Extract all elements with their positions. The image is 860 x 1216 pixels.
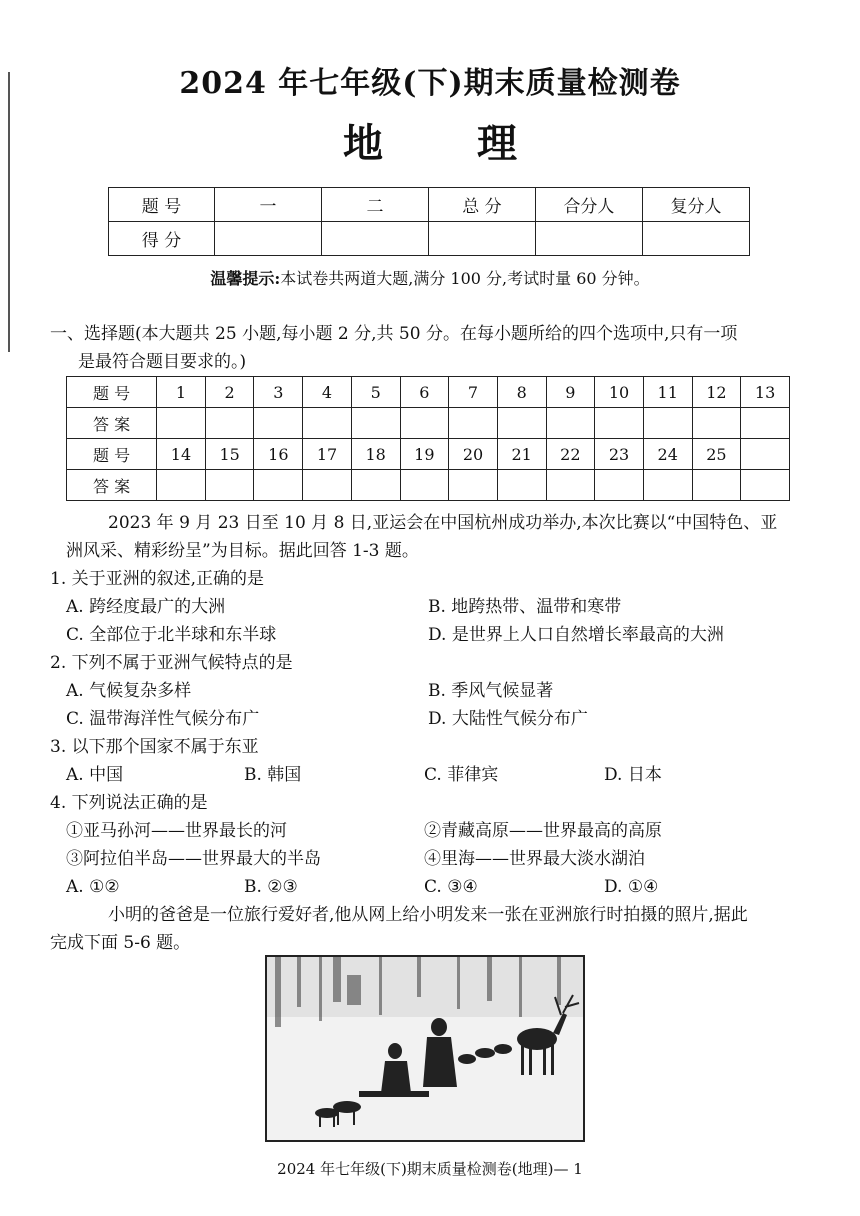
intro1-line1: 2023 年 9 月 23 日至 10 月 8 日,亚运会在中国杭州成功举办,本次比赛以“中国特色、亚: [108, 513, 778, 533]
exam-tip: [0, 266, 860, 289]
question-1-option-b[interactable]: B. 地跨热带、温带和寒带: [428, 597, 622, 617]
answer-cell[interactable]: [400, 470, 449, 501]
answer-cell[interactable]: [351, 408, 400, 439]
question-3-option-b[interactable]: B. 韩国: [244, 765, 302, 785]
question-2-option-a[interactable]: A. 气候复杂多样: [66, 681, 192, 701]
answer-cell[interactable]: [205, 408, 254, 439]
answer-number-cell: 17: [303, 439, 352, 470]
answer-cell[interactable]: [254, 408, 303, 439]
exam-title: 2024 年七年级(下)期末质量检测卷: [179, 66, 681, 101]
reindeer-sled-illustration: [267, 957, 583, 1140]
question-2-stem: 2. 下列不属于亚洲气候特点的是: [50, 653, 293, 673]
question-2-option-d[interactable]: D. 大陆性气候分布广: [428, 709, 588, 729]
question-4-item-3: ③阿拉伯半岛——世界最大的半岛: [66, 849, 321, 869]
answer-number-cell: [741, 439, 790, 470]
answer-cell[interactable]: [546, 470, 595, 501]
answer-cell[interactable]: [595, 470, 644, 501]
answer-cell[interactable]: [497, 470, 546, 501]
section1-heading-line1: 一、选择题(本大题共 25 小题,每小题 2 分,共 50 分。在每小题所给的四个选项中,只有一项: [50, 324, 738, 344]
question-1-option-c[interactable]: C. 全部位于北半球和东半球: [66, 625, 277, 645]
answer-cell[interactable]: [741, 470, 790, 501]
question-4-stem: 4. 下列说法正确的是: [50, 793, 208, 813]
answer-cell[interactable]: [497, 408, 546, 439]
answer-cell[interactable]: [303, 470, 352, 501]
answer-cell[interactable]: [449, 470, 498, 501]
score-cell[interactable]: [535, 222, 642, 256]
question-1-stem: 1. 关于亚洲的叙述,正确的是: [50, 569, 265, 589]
score-header-cell: 总 分: [428, 188, 535, 222]
score-cell[interactable]: [321, 222, 428, 256]
answer-table: [66, 376, 790, 501]
question-3-option-d[interactable]: D. 日本: [604, 765, 662, 785]
answer-row-label: 答 案: [67, 408, 157, 439]
answer-number-cell: 19: [400, 439, 449, 470]
answer-number-cell: 13: [741, 377, 790, 408]
question-2-option-b[interactable]: B. 季风气候显著: [428, 681, 554, 701]
answer-cell[interactable]: [643, 408, 692, 439]
question-3-stem: 3. 以下那个国家不属于东亚: [50, 737, 259, 757]
answer-cell[interactable]: [741, 408, 790, 439]
tip-text: 本试卷共两道大题,满分 100 分,考试时量 60 分钟。: [280, 269, 650, 288]
question-3-option-a[interactable]: A. 中国: [66, 765, 124, 785]
subject-title: 地 理: [343, 120, 557, 167]
score-header-cell: 复分人: [642, 188, 749, 222]
question-1-option-a[interactable]: A. 跨经度最广的大洲: [66, 597, 226, 617]
answer-number-cell: 25: [692, 439, 741, 470]
question-4-option-a[interactable]: A. ①②: [66, 877, 120, 897]
answer-number-cell: 8: [497, 377, 546, 408]
answer-cell[interactable]: [643, 470, 692, 501]
answer-row-label: 答 案: [67, 470, 157, 501]
score-cell[interactable]: [428, 222, 535, 256]
score-header-cell: 一: [215, 188, 322, 222]
answer-cell[interactable]: [351, 470, 400, 501]
question-4-option-b[interactable]: B. ②③: [244, 877, 298, 897]
score-header-cell: 合分人: [535, 188, 642, 222]
tip-label: 温馨提示:: [210, 269, 281, 288]
answer-cell[interactable]: [254, 470, 303, 501]
intro1-line2: 洲风采、精彩纷呈”为目标。据此回答 1-3 题。: [66, 541, 419, 561]
answer-number-cell: 10: [595, 377, 644, 408]
answer-number-cell: 1: [157, 377, 206, 408]
intro2-line2: 完成下面 5-6 题。: [50, 933, 191, 953]
score-cell[interactable]: [642, 222, 749, 256]
answer-number-cell: 23: [595, 439, 644, 470]
question-2-option-c[interactable]: C. 温带海洋性气候分布广: [66, 709, 260, 729]
answer-number-cell: 12: [692, 377, 741, 408]
intro2-line1: 小明的爸爸是一位旅行爱好者,他从网上给小明发来一张在亚洲旅行时拍摄的照片,据此: [108, 905, 748, 925]
answer-number-cell: 20: [449, 439, 498, 470]
answer-cell[interactable]: [692, 470, 741, 501]
answer-number-cell: 5: [351, 377, 400, 408]
answer-number-cell: 7: [449, 377, 498, 408]
answer-cell[interactable]: [157, 408, 206, 439]
score-table: [108, 187, 750, 256]
question-4-item-4: ④里海——世界最大淡水湖泊: [424, 849, 645, 869]
answer-number-cell: 24: [643, 439, 692, 470]
question-4-option-c[interactable]: C. ③④: [424, 877, 478, 897]
question-1-option-d[interactable]: D. 是世界上人口自然增长率最高的大洲: [428, 625, 724, 645]
score-header-cell: 题 号: [109, 188, 215, 222]
answer-number-cell: 6: [400, 377, 449, 408]
answer-cell[interactable]: [595, 408, 644, 439]
answer-number-cell: 4: [303, 377, 352, 408]
answer-cell[interactable]: [692, 408, 741, 439]
answer-cell[interactable]: [157, 470, 206, 501]
answer-cell[interactable]: [449, 408, 498, 439]
score-header-cell: 二: [321, 188, 428, 222]
answer-number-cell: 15: [205, 439, 254, 470]
question-4-option-d[interactable]: D. ①④: [604, 877, 659, 897]
answer-number-cell: 9: [546, 377, 595, 408]
answer-number-cell: 2: [205, 377, 254, 408]
answer-cell[interactable]: [205, 470, 254, 501]
travel-photo: [265, 955, 585, 1142]
page-footer: 2024 年七年级(下)期末质量检测卷(地理)— 1: [277, 1160, 583, 1178]
score-row-label: 得 分: [109, 222, 215, 256]
answer-row-label: 题 号: [67, 439, 157, 470]
score-cell[interactable]: [215, 222, 322, 256]
section1-heading-line2: 是最符合题目要求的。): [78, 352, 247, 372]
answer-number-cell: 11: [643, 377, 692, 408]
answer-number-cell: 16: [254, 439, 303, 470]
answer-number-cell: 22: [546, 439, 595, 470]
answer-cell[interactable]: [400, 408, 449, 439]
answer-number-cell: 14: [157, 439, 206, 470]
answer-number-cell: 3: [254, 377, 303, 408]
question-4-item-2: ②青藏高原——世界最高的高原: [424, 821, 662, 841]
answer-row-label: 题 号: [67, 377, 157, 408]
answer-cell[interactable]: [303, 408, 352, 439]
answer-number-cell: 21: [497, 439, 546, 470]
question-4-item-1: ①亚马孙河——世界最长的河: [66, 821, 287, 841]
answer-number-cell: 18: [351, 439, 400, 470]
question-3-option-c[interactable]: C. 菲律宾: [424, 765, 499, 785]
answer-cell[interactable]: [546, 408, 595, 439]
